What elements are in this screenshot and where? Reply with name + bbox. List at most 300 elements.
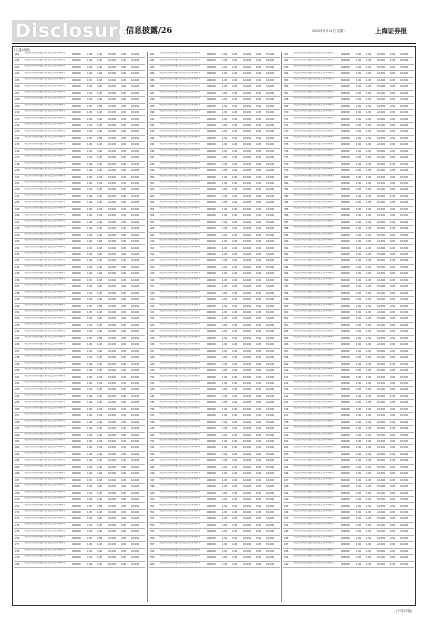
table-cell: 343	[150, 452, 155, 456]
table-cell: 0.00	[121, 317, 127, 321]
table-cell: 000000	[72, 214, 81, 218]
table-cell: 华富基金管理有限公司华富货币市场基金	[24, 336, 66, 339]
table-cell: 1.00	[222, 91, 228, 95]
table-cell: 0.00	[390, 401, 396, 405]
table-cell: 10,000	[243, 433, 252, 437]
table-cell: 华富基金管理有限公司华富货币市场基金	[293, 187, 335, 190]
table-cell: 10,000	[131, 556, 140, 560]
table-cell: 10,000	[266, 188, 275, 192]
table-cell: 1.00	[366, 381, 372, 385]
table-cell: 000000	[341, 543, 350, 547]
table-cell: 228	[15, 227, 20, 231]
table-cell: 1.00	[366, 452, 372, 456]
table-cell: 1.00	[356, 446, 362, 450]
table-cell: 1.00	[356, 530, 362, 534]
table-cell: 华富基金管理有限公司华富货币市场基金	[293, 252, 335, 255]
table-cell: 1.00	[232, 356, 238, 360]
table-cell: 华富基金管理有限公司华富货币市场基金	[24, 381, 66, 384]
table-cell: 1.00	[87, 343, 93, 347]
table-cell: 242	[15, 317, 20, 321]
table-cell: 10,000	[131, 240, 140, 244]
table-cell: 000000	[72, 59, 81, 63]
table-cell: 华富基金管理有限公司华富货币市场基金	[24, 187, 66, 190]
table-cell: 1.00	[366, 149, 372, 153]
table-cell: 1.00	[356, 220, 362, 224]
table-cell: 396	[284, 278, 289, 282]
table-cell: 华富基金管理有限公司华富货币市场基金	[159, 355, 201, 358]
table-cell: 10,000	[377, 207, 386, 211]
table-cell: 10,000	[266, 78, 275, 82]
table-cell: 1.00	[232, 220, 238, 224]
table-cell: 356	[150, 536, 155, 540]
table-cell: 10,000	[377, 304, 386, 308]
table-cell: 1.00	[366, 111, 372, 115]
table-cell: 0.00	[390, 72, 396, 76]
table-cell: 1.00	[87, 246, 93, 250]
table-cell: 1.00	[87, 433, 93, 437]
table-cell: 1.00	[366, 298, 372, 302]
table-cell: 1.00	[366, 356, 372, 360]
table-cell: 0.00	[256, 311, 262, 314]
table-cell: 10,000	[266, 123, 275, 127]
table-cell: 399	[284, 298, 289, 302]
table-cell: 华富基金管理有限公司华富货币市场基金	[24, 329, 66, 332]
table-cell: 华富基金管理有限公司华富货币市场基金	[24, 523, 66, 526]
table-cell: 1.00	[356, 349, 362, 353]
table-cell: 000000	[341, 72, 350, 76]
table-cell: 1.00	[366, 433, 372, 437]
table-cell: 1.00	[87, 349, 93, 353]
table-cell: 10,000	[108, 375, 117, 379]
table-cell: 1.00	[356, 252, 362, 256]
table-cell: 1.00	[97, 510, 103, 514]
table-cell: 1.00	[366, 330, 372, 334]
table-cell: 263	[15, 452, 20, 456]
table-cell: 338	[150, 420, 155, 424]
table-cell: 华富基金管理有限公司华富货币市场基金	[159, 84, 201, 87]
table-cell: 华富基金管理有限公司华富货币市场基金	[159, 561, 201, 564]
table-cell: 0.00	[256, 220, 262, 224]
table-cell: 10,000	[131, 272, 140, 276]
table-cell: 1.00	[366, 523, 372, 527]
table-cell: 000000	[72, 394, 81, 398]
table-cell: 1.00	[222, 78, 228, 82]
table-cell: 000000	[341, 388, 350, 392]
table-cell: 1.00	[232, 330, 238, 334]
table-cell: 10,000	[400, 394, 409, 398]
table-cell: 10,000	[400, 130, 409, 134]
table-cell: 1.00	[97, 220, 103, 224]
table-cell: 10,000	[266, 214, 275, 218]
table-cell: 1.00	[366, 207, 372, 211]
table-cell: 华富基金管理有限公司华富货币市场基金	[293, 103, 335, 106]
table-cell: 000000	[72, 336, 81, 340]
table-cell: 000000	[207, 530, 216, 534]
table-cell: 10,000	[131, 530, 140, 534]
table-cell: 华富基金管理有限公司华富货币市场基金	[293, 413, 335, 416]
table-cell: 000000	[341, 175, 350, 179]
table-cell: 10,000	[108, 130, 117, 134]
table-cell: 1.00	[222, 459, 228, 463]
table-cell: 10,000	[400, 175, 409, 179]
table-cell: 10,000	[108, 362, 117, 366]
table-cell: 1.00	[87, 259, 93, 263]
table-cell: 10,000	[377, 317, 386, 321]
table-cell: 华富基金管理有限公司华富货币市场基金	[24, 542, 66, 545]
table-cell: 1.00	[97, 556, 103, 560]
table-cell: 10,000	[131, 478, 140, 482]
table-cell: 华富基金管理有限公司华富货币市场基金	[24, 432, 66, 435]
table-cell: 1.00	[356, 504, 362, 508]
table-cell: 1.00	[97, 311, 103, 314]
table-cell: 000000	[341, 401, 350, 405]
table-cell: 1.00	[222, 472, 228, 476]
table-cell: 0.00	[121, 246, 127, 250]
table-cell: 华富基金管理有限公司华富货币市场基金	[159, 555, 201, 558]
table-cell: 1.00	[232, 336, 238, 340]
table-cell: 1.00	[232, 98, 238, 102]
table-cell: 0.00	[256, 233, 262, 237]
table-cell: 1.00	[222, 510, 228, 514]
table-cell: 1.00	[366, 304, 372, 308]
table-cell: 298	[150, 162, 155, 166]
table-cell: 0.00	[390, 252, 396, 256]
table-cell: 10,000	[108, 233, 117, 237]
table-cell: 华富基金管理有限公司华富货币市场基金	[159, 284, 201, 287]
table-cell: 华富基金管理有限公司华富货币市场基金	[159, 381, 201, 384]
table-cell: 000000	[207, 143, 216, 147]
table-cell: 华富基金管理有限公司华富货币市场基金	[24, 536, 66, 539]
table-cell: 10,000	[266, 530, 275, 534]
table-cell: 377	[284, 156, 289, 160]
table-cell: 383	[284, 194, 289, 198]
table-cell: 232	[15, 252, 20, 256]
table-cell: 1.00	[97, 53, 103, 56]
table-cell: 华富基金管理有限公司华富货币市场基金	[24, 297, 66, 300]
table-cell: 1.00	[356, 91, 362, 95]
table-cell: 10,000	[377, 427, 386, 431]
table-cell: 297	[150, 156, 155, 160]
table-cell: 0.00	[121, 233, 127, 237]
table-cell: 10,000	[131, 317, 140, 321]
table-cell: 1.00	[87, 104, 93, 108]
table-cell: 000000	[207, 472, 216, 476]
table-cell: 363	[284, 65, 289, 69]
table-cell: 1.00	[97, 78, 103, 82]
table-cell: 1.00	[232, 362, 238, 366]
table-cell: 10,000	[266, 369, 275, 373]
table-cell: 华富基金管理有限公司华富货币市场基金	[24, 355, 66, 358]
table-cell: 0.00	[256, 111, 262, 115]
table-cell: 324	[150, 330, 155, 334]
table-cell: 231	[15, 246, 20, 250]
table-cell: 1.00	[232, 214, 238, 218]
table-cell: 319	[150, 298, 155, 302]
table-cell: 1.00	[232, 143, 238, 147]
table-cell: 10,000	[243, 446, 252, 450]
table-cell: 406	[284, 343, 289, 347]
table-cell: 000000	[72, 227, 81, 231]
table-cell: 1.00	[87, 407, 93, 411]
table-cell: 10,000	[243, 156, 252, 160]
table-cell: 0.00	[121, 175, 127, 179]
table-cell: 0.00	[121, 394, 127, 398]
table-cell: 1.00	[356, 65, 362, 69]
table-cell: 10,000	[131, 182, 140, 185]
table-cell: 1.00	[97, 401, 103, 405]
table-cell: 1.00	[356, 543, 362, 547]
table-cell: 1.00	[356, 259, 362, 263]
table-cell: 0.00	[256, 188, 262, 192]
table-cell: 华富基金管理有限公司华富货币市场基金	[159, 471, 201, 474]
table-cell: 000000	[341, 78, 350, 82]
table-cell: 0.00	[256, 65, 262, 69]
table-cell: 10,000	[400, 188, 409, 192]
table-cell: 332	[150, 381, 155, 385]
table-cell: 267	[15, 478, 20, 482]
table-cell: 1.00	[366, 220, 372, 224]
table-cell: 10,000	[243, 369, 252, 373]
table-cell: 1.00	[222, 427, 228, 431]
table-cell: 000000	[341, 381, 350, 385]
table-cell: 249	[15, 362, 20, 366]
table-cell: 404	[284, 330, 289, 334]
table-cell: 10,000	[400, 427, 409, 431]
table-cell: 10,000	[108, 111, 117, 115]
table-cell: 1.00	[222, 98, 228, 102]
table-cell: 10,000	[243, 498, 252, 502]
table-cell: 1.00	[222, 317, 228, 321]
table-cell: 10,000	[377, 98, 386, 102]
table-cell: 10,000	[400, 323, 409, 327]
table-cell: 0.00	[121, 272, 127, 276]
table-cell: 华富基金管理有限公司华富货币市场基金	[24, 303, 66, 306]
table-cell: 000000	[341, 465, 350, 469]
table-cell: 000000	[341, 407, 350, 411]
table-cell: 0.00	[390, 220, 396, 224]
table-cell: 华富基金管理有限公司华富货币市场基金	[159, 116, 201, 119]
table-cell: 10,000	[400, 459, 409, 463]
table-cell: 10,000	[377, 369, 386, 373]
table-cell: 0.00	[121, 543, 127, 547]
table-cell: 10,000	[243, 291, 252, 295]
table-cell: 1.00	[97, 369, 103, 373]
table-cell: 1.00	[232, 304, 238, 308]
table-cell: 000000	[207, 394, 216, 398]
table-cell: 10,000	[131, 349, 140, 353]
table-cell: 315	[150, 272, 155, 276]
table-cell: 238	[15, 291, 20, 295]
table-cell: 10,000	[108, 478, 117, 482]
table-cell: 245	[15, 336, 20, 340]
table-cell: 华富基金管理有限公司华富货币市场基金	[293, 374, 335, 377]
table-cell: 0.00	[121, 523, 127, 527]
table-cell: 1.00	[87, 143, 93, 147]
table-cell: 0.00	[121, 188, 127, 192]
table-cell: 1.00	[356, 72, 362, 76]
table-cell: 000000	[341, 349, 350, 353]
table-cell: 000000	[341, 240, 350, 244]
table-cell: 10,000	[108, 517, 117, 521]
table-cell: 1.00	[366, 478, 372, 482]
table-cell: 10,000	[377, 53, 386, 56]
table-cell: 10,000	[131, 336, 140, 340]
table-cell: 1.00	[356, 375, 362, 379]
table-cell: 0.00	[121, 265, 127, 269]
table-cell: 10,000	[377, 72, 386, 76]
table-cell: 335	[150, 401, 155, 405]
table-cell: 10,000	[400, 517, 409, 521]
table-cell: 0.00	[390, 169, 396, 173]
table-cell: 283	[150, 65, 155, 69]
table-cell: 1.00	[97, 85, 103, 89]
table-cell: 1.00	[366, 369, 372, 373]
table-cell: 381	[284, 182, 289, 185]
table-cell: 10,000	[400, 53, 409, 56]
table-cell: 1.00	[97, 59, 103, 63]
table-cell: 1.00	[366, 530, 372, 534]
table-cell: 华富基金管理有限公司华富货币市场基金	[293, 110, 335, 113]
table-cell: 10,000	[266, 517, 275, 521]
table-cell: 华富基金管理有限公司华富货币市场基金	[24, 110, 66, 113]
table-cell: 10,000	[131, 59, 140, 63]
table-cell: 华富基金管理有限公司华富货币市场基金	[159, 245, 201, 248]
table-cell: 10,000	[400, 330, 409, 334]
table-cell: 10,000	[131, 201, 140, 205]
table-cell: 0.00	[121, 220, 127, 224]
table-cell: 0.00	[256, 227, 262, 231]
table-cell: 1.00	[356, 556, 362, 560]
table-cell: 10,000	[243, 349, 252, 353]
table-cell: 10,000	[243, 272, 252, 276]
table-cell: 275	[15, 530, 20, 534]
table-cell: 华富基金管理有限公司华富货币市场基金	[159, 310, 201, 313]
table-cell: 292	[150, 123, 155, 127]
table-cell: 10,000	[243, 317, 252, 321]
table-cell: 0.00	[390, 259, 396, 263]
table-cell: 10,000	[108, 214, 117, 218]
table-cell: 1.00	[366, 323, 372, 327]
continued-from-tag: (上接25版)	[14, 48, 31, 52]
table-cell: 1.00	[356, 388, 362, 392]
table-cell: 1.00	[87, 298, 93, 302]
table-cell: 10,000	[266, 440, 275, 443]
table-cell: 华富基金管理有限公司华富货币市场基金	[293, 123, 335, 126]
table-cell: 10,000	[131, 117, 140, 121]
table-cell: 1.00	[222, 220, 228, 224]
table-cell: 0.00	[390, 356, 396, 360]
table-cell: 1.00	[97, 207, 103, 211]
table-cell: 10,000	[266, 459, 275, 463]
table-cell: 000000	[341, 162, 350, 166]
table-cell: 000000	[72, 130, 81, 134]
table-cell: 10,000	[266, 201, 275, 205]
table-cell: 1.00	[87, 459, 93, 463]
table-cell: 000000	[207, 233, 216, 237]
table-cell: 10,000	[108, 278, 117, 282]
table-cell: 227	[15, 220, 20, 224]
table-cell: 10,000	[131, 510, 140, 514]
table-cell: 437	[284, 543, 289, 547]
table-cell: 000000	[207, 427, 216, 431]
table-cell: 000000	[72, 246, 81, 250]
table-cell: 000000	[341, 440, 350, 443]
table-cell: 10,000	[377, 233, 386, 237]
table-cell: 1.00	[356, 265, 362, 269]
table-cell: 423	[284, 452, 289, 456]
table-cell: 000000	[207, 72, 216, 76]
table-cell: 1.00	[97, 240, 103, 244]
table-cell: 000000	[72, 78, 81, 82]
table-cell: 1.00	[232, 53, 238, 56]
table-cell: 1.00	[232, 407, 238, 411]
table-cell: 000000	[207, 220, 216, 224]
table-cell: 1.00	[366, 414, 372, 418]
table-cell: 10,000	[377, 311, 386, 314]
table-cell: 10,000	[400, 156, 409, 160]
table-cell: 1.00	[232, 414, 238, 418]
table-cell: 1.00	[97, 543, 103, 547]
table-cell: 10,000	[377, 323, 386, 327]
table-cell: 000000	[341, 504, 350, 508]
table-cell: 10,000	[400, 85, 409, 89]
table-cell: 10,000	[108, 401, 117, 405]
table-cell: 000000	[341, 323, 350, 327]
table-cell: 000000	[72, 362, 81, 366]
table-cell: 289	[150, 104, 155, 108]
table-cell: 10,000	[108, 427, 117, 431]
table-cell: 0.00	[256, 272, 262, 276]
table-cell: 0.00	[390, 117, 396, 121]
table-cell: 10,000	[108, 452, 117, 456]
table-cell: 10,000	[400, 530, 409, 534]
table-cell: 1.00	[356, 317, 362, 321]
table-cell: 1.00	[87, 394, 93, 398]
table-cell: 000000	[207, 111, 216, 115]
table-cell: 281	[150, 53, 155, 56]
table-cell: 10,000	[131, 465, 140, 469]
table-cell: 10,000	[243, 517, 252, 521]
table-cell: 0.00	[256, 265, 262, 269]
table-cell: 0.00	[121, 143, 127, 147]
table-cell: 204	[15, 72, 20, 76]
table-cell: 华富基金管理有限公司华富货币市场基金	[293, 348, 335, 351]
table-cell: 257	[15, 414, 20, 418]
table-cell: 0.00	[390, 556, 396, 560]
table-cell: 000000	[207, 452, 216, 456]
table-cell: 1.00	[222, 336, 228, 340]
table-cell: 1.00	[366, 169, 372, 173]
table-cell: 1.00	[356, 98, 362, 102]
table-cell: 386	[284, 214, 289, 218]
table-cell: 10,000	[131, 304, 140, 308]
table-cell: 000000	[207, 188, 216, 192]
table-cell: 0.00	[390, 446, 396, 450]
table-cell: 华富基金管理有限公司华富货币市场基金	[159, 200, 201, 203]
table-cell: 229	[15, 233, 20, 237]
table-cell: 388	[284, 227, 289, 231]
table-cell: 000000	[72, 72, 81, 76]
table-cell: 1.00	[366, 98, 372, 102]
table-cell: 10,000	[243, 59, 252, 63]
table-cell: 华富基金管理有限公司华富货币市场基金	[159, 290, 201, 293]
table-cell: 0.00	[390, 59, 396, 63]
table-cell: 10,000	[377, 265, 386, 269]
table-cell: 10,000	[266, 285, 275, 289]
table-cell: 1.00	[356, 478, 362, 482]
table-cell: 10,000	[243, 452, 252, 456]
table-cell: 000000	[207, 272, 216, 276]
